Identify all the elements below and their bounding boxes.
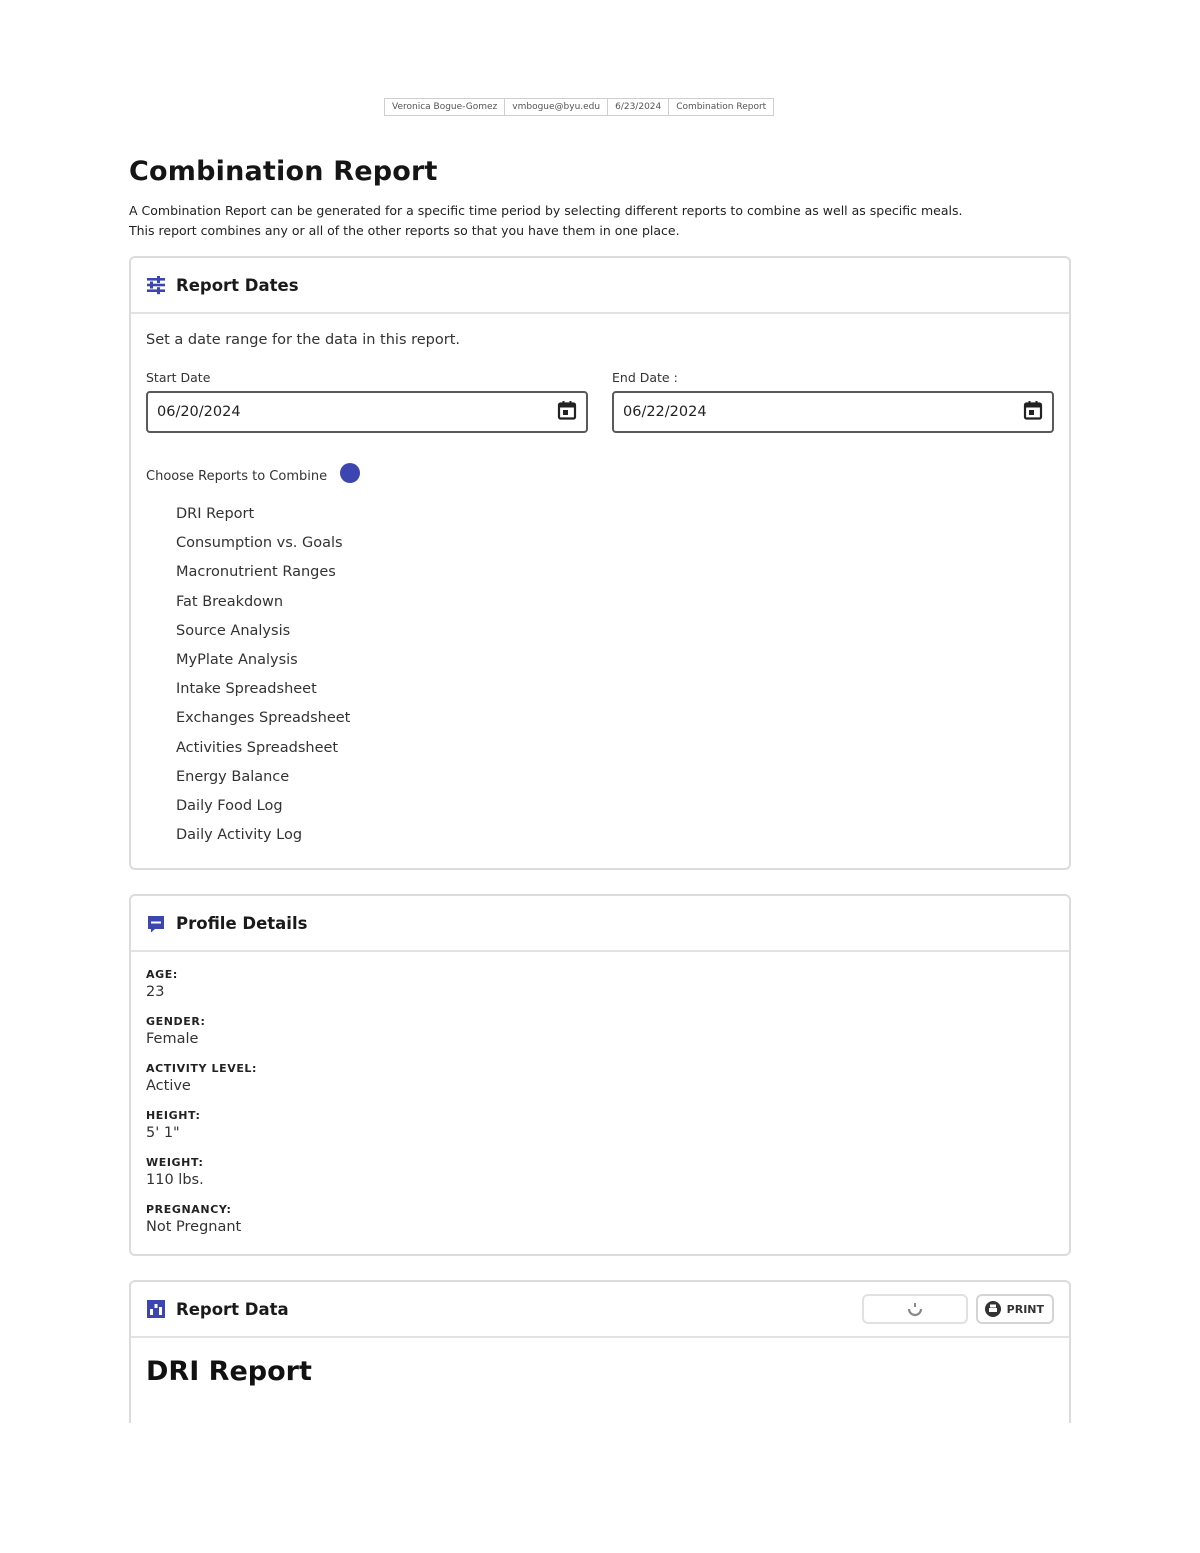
print-button[interactable] [976,1294,1054,1324]
profile-icon [146,913,166,933]
choose-reports-label [146,469,1054,484]
print-header-profile: Veronica Bogue-Gomez [385,99,505,115]
profile-field-label: ACTIVITY LEVEL: [146,1062,258,1076]
spinner-icon [906,1300,924,1318]
profile-field-label: HEIGHT: [146,1109,201,1123]
profile-details-card [129,894,1071,1256]
calendar-icon[interactable] [1023,400,1043,424]
report-option[interactable]: Macronutrient Ranges [176,564,336,581]
intro-line-1: A Combination Report can be generated for a specific time period by selecting different reports to combine as well as specific meals. [129,203,963,218]
end-date-input[interactable] [612,391,1054,433]
start-date-group [146,370,588,433]
intro-line-2: This report combines any or all of the other reports so that you have them in one place. [129,223,680,238]
profile-field-value: 23 [146,984,165,1001]
profile-field-label: GENDER: [146,1015,206,1029]
report-option[interactable]: Intake Spreadsheet [176,681,317,698]
profile-field-label: PREGNANCY: [146,1203,232,1217]
loading-button[interactable] [862,1294,968,1324]
report-option[interactable]: Source Analysis [176,622,291,639]
report-dates-card [129,256,1071,870]
report-dates-body [131,314,1069,868]
profile-field-activity-level [146,1062,1054,1094]
profile-field-weight [146,1156,1054,1188]
profile-field-age [146,968,1054,1000]
report-option[interactable]: Consumption vs. Goals [176,535,343,552]
print-header-report: Combination Report [676,102,767,112]
report-data-header [131,1282,1069,1338]
report-option[interactable]: Fat Breakdown [176,593,284,610]
profile-details-heading: Profile Details [176,913,308,933]
info-icon[interactable] [340,463,360,483]
report-option[interactable]: Daily Food Log [176,797,283,814]
report-data-heading: Report Data [176,1299,289,1319]
start-date-value: 06/20/2024 [157,404,241,420]
report-option[interactable]: Activities Spreadsheet [176,739,339,756]
report-data-card [129,1280,1071,1423]
profile-field-value: 110 lbs. [146,1172,204,1189]
main-content [129,150,1071,1423]
page-title: Combination Report [129,156,438,187]
profile-field-value: Not Pregnant [146,1219,242,1236]
print-header [384,98,774,116]
date-range-hint: Set a date range for the data in this report. [146,332,461,348]
printer-icon [984,1300,1002,1318]
report-option[interactable]: Exchanges Spreadsheet [176,710,351,727]
start-date-input[interactable] [146,391,588,433]
profile-field-height [146,1109,1054,1141]
report-data-actions [862,1294,1054,1324]
sliders-icon [146,275,166,295]
report-data-title-group [146,1299,289,1319]
choose-reports-text: Choose Reports to Combine [146,469,328,484]
print-header-email: vmbogue@byu.edu [505,99,608,115]
profile-field-label: AGE: [146,968,178,982]
report-dates-header [131,258,1069,314]
start-date-label: Start Date [146,370,211,385]
chart-icon [146,1299,166,1319]
end-date-value: 06/22/2024 [623,404,707,420]
profile-field-gender [146,1015,1054,1047]
report-option[interactable]: Energy Balance [176,768,290,785]
print-button-label: PRINT [1006,1302,1044,1316]
report-options-list [146,500,1054,850]
report-data-body [131,1338,1069,1405]
end-date-group [612,370,1054,433]
report-dates-heading: Report Dates [176,275,299,295]
dri-report-title: DRI Report [146,1356,312,1388]
page-intro [129,201,1071,241]
report-option[interactable]: MyPlate Analysis [176,651,298,668]
profile-field-label: WEIGHT: [146,1156,204,1170]
report-option[interactable]: Daily Activity Log [176,827,303,844]
profile-field-value: 5' 1" [146,1125,180,1142]
end-date-label: End Date : [612,370,678,385]
profile-details-header [131,896,1069,952]
profile-field-value: Female [146,1031,199,1048]
calendar-icon[interactable] [557,400,577,424]
print-header-date: 6/23/2024 [608,99,669,115]
date-row [146,370,1054,433]
profile-field-pregnancy [146,1203,1054,1235]
profile-details-body [131,952,1069,1254]
profile-field-value: Active [146,1078,191,1095]
report-option[interactable]: DRI Report [176,506,255,522]
